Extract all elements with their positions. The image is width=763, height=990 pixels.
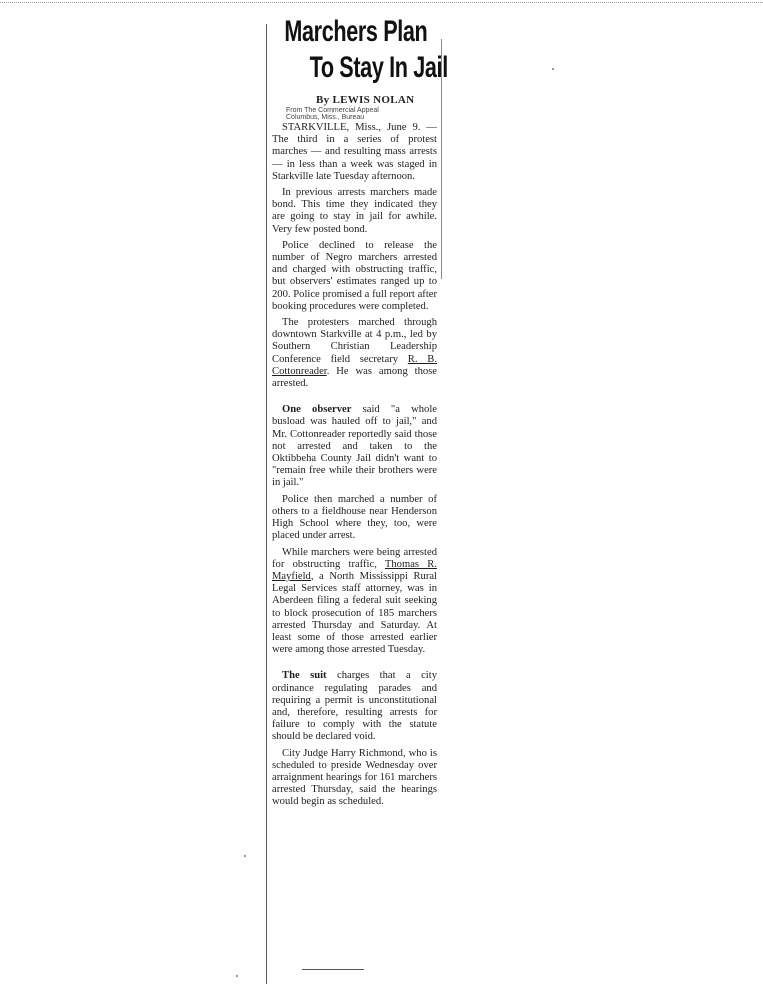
scan-speck <box>552 68 554 70</box>
lead-in: One observer <box>282 404 352 416</box>
paragraph: In previous arrests marchers made bond. This time they indicated they are going to stay in jail for awhile. Very few posted bond. <box>272 187 437 235</box>
source-credit-line-1: From The Commercial Appeal <box>286 107 379 114</box>
lead-in: The suit <box>282 670 327 682</box>
end-rule <box>302 969 364 970</box>
byline: By LEWIS NOLAN <box>316 94 415 106</box>
newspaper-clipping <box>266 14 448 984</box>
headline-line-2: To Stay In Jail <box>309 51 448 84</box>
paragraph: While marchers were being arrested for obstructing traffic, Thomas R. Mayfield, a North Mississippi Rural Legal Services staff attorney, was in Aberdeen filing a federal suit seeking to block prosecution of 185 marchers arrested Thursday and Saturday. At least some of those arrested earlier were among those arrested Tuesday. <box>272 546 437 656</box>
source-credit <box>286 107 379 121</box>
source-credit-line-2: Columbus, Miss., Bureau <box>286 114 365 121</box>
paragraph: Police then marched a number of others to a fieldhouse near Henderson High School where they, too, were placed under arrest. <box>272 493 437 542</box>
underlined-name: R. B. Cottonreader <box>272 353 438 377</box>
column-rule-left <box>266 24 267 984</box>
paragraph-lead-in: The suit charges that a city ordinance regulating parades and requiring a permit is unconstitutional and, therefore, resulting arrests for failure to comply with the statute should be declared void. <box>272 670 437 743</box>
headline <box>270 14 448 86</box>
paragraph-lead-in: One observer said "a whole busload was hauled off to jail," and Mr. Cottonreader reportedly said those not arrested and taken to the Oktibbeha County Jail didn't want to "remain free while their brothers were in jail." <box>272 404 437 489</box>
paragraph: City Judge Harry Richmond, who is scheduled to preside Wednesday over arraignment hearings for 161 marchers arrested Thursday, said the hearings would begin as scheduled. <box>272 747 437 808</box>
headline-line-1: Marchers Plan <box>284 15 428 48</box>
scan-speck <box>244 855 246 857</box>
underlined-name: Thomas R. Mayfield <box>272 558 437 582</box>
paragraph: The protesters marched through downtown Starkville at 4 p.m., led by Southern Christian Leadership Conference field secretary R. B. Cottonreader. He was among those arrested. <box>272 317 438 390</box>
article-body <box>272 122 437 813</box>
paragraph-dateline: STARKVILLE, Miss., June 9. — The third in a series of protest marches — and resulting mass arrests — in less than a week was staged in Starkville late Tuesday afternoon. <box>272 122 437 182</box>
scan-speck <box>236 975 238 977</box>
paragraph: Police declined to release the number of Negro marchers arrested and charged with obstructing traffic, but observers' estimates ranged up to 200. Police promised a full report after booking procedures were completed. <box>272 239 437 312</box>
scan-top-edge <box>0 2 763 3</box>
